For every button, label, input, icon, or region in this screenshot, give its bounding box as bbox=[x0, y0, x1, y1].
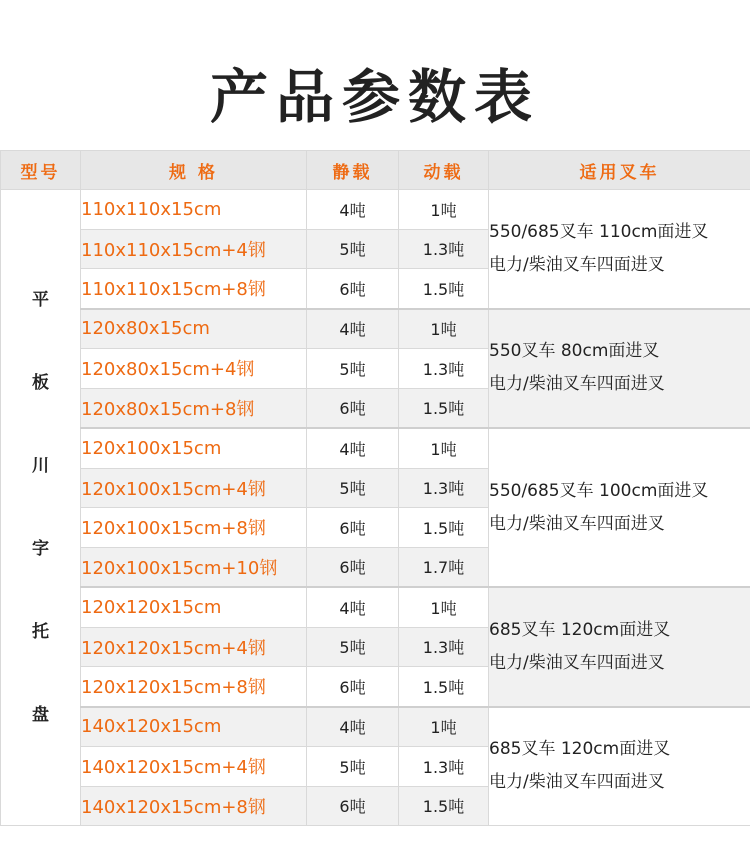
header-type: 型号 bbox=[1, 151, 81, 190]
dynamic-load-cell: 1吨 bbox=[399, 428, 489, 468]
static-load-cell: 5吨 bbox=[307, 229, 399, 269]
header-forklift: 适用叉车 bbox=[489, 151, 750, 190]
dynamic-load-cell: 1吨 bbox=[399, 190, 489, 230]
static-load-cell: 4吨 bbox=[307, 190, 399, 230]
static-load-cell: 5吨 bbox=[307, 349, 399, 389]
static-load-cell: 4吨 bbox=[307, 428, 399, 468]
header-dynamic-load: 动载 bbox=[399, 151, 489, 190]
table-row bbox=[1, 707, 750, 747]
dynamic-load-cell: 1.3吨 bbox=[399, 229, 489, 269]
spec-cell: 140x120x15cm+4钢 bbox=[81, 747, 307, 787]
dynamic-load-cell: 1.3吨 bbox=[399, 349, 489, 389]
spec-cell: 120x120x15cm+4钢 bbox=[81, 627, 307, 667]
dynamic-load-cell: 1.5吨 bbox=[399, 667, 489, 707]
dynamic-load-cell: 1吨 bbox=[399, 309, 489, 349]
spec-cell: 120x100x15cm+10钢 bbox=[81, 547, 307, 587]
static-load-cell: 4吨 bbox=[307, 587, 399, 627]
spec-cell: 140x120x15cm+8钢 bbox=[81, 786, 307, 826]
forklift-cell bbox=[489, 428, 750, 587]
dynamic-load-cell: 1.5吨 bbox=[399, 269, 489, 309]
dynamic-load-cell: 1吨 bbox=[399, 707, 489, 747]
forklift-line: 550/685叉车 100cm面进叉 bbox=[489, 480, 709, 501]
spec-cell: 120x80x15cm+4钢 bbox=[81, 349, 307, 389]
forklift-line: 电力/柴油叉车四面进叉 bbox=[489, 652, 665, 673]
static-load-cell: 6吨 bbox=[307, 667, 399, 707]
spec-cell: 120x100x15cm bbox=[81, 428, 307, 468]
dynamic-load-cell: 1.7吨 bbox=[399, 547, 489, 587]
forklift-line: 685叉车 120cm面进叉 bbox=[489, 739, 671, 760]
forklift-cell bbox=[489, 309, 750, 429]
static-load-cell: 4吨 bbox=[307, 309, 399, 349]
dynamic-load-cell: 1吨 bbox=[399, 587, 489, 627]
type-name-cell bbox=[1, 190, 81, 826]
dynamic-load-cell: 1.3吨 bbox=[399, 747, 489, 787]
spec-cell: 110x110x15cm+8钢 bbox=[81, 269, 307, 309]
dynamic-load-cell: 1.5吨 bbox=[399, 786, 489, 826]
forklift-cell bbox=[489, 707, 750, 826]
dynamic-load-cell: 1.3吨 bbox=[399, 627, 489, 667]
spec-cell: 120x120x15cm bbox=[81, 587, 307, 627]
spec-cell: 120x80x15cm+8钢 bbox=[81, 388, 307, 428]
forklift-line: 电力/柴油叉车四面进叉 bbox=[489, 772, 665, 793]
spec-cell: 120x120x15cm+8钢 bbox=[81, 667, 307, 707]
spec-cell: 120x80x15cm bbox=[81, 309, 307, 349]
forklift-line: 550叉车 80cm面进叉 bbox=[489, 341, 660, 362]
forklift-line: 电力/柴油叉车四面进叉 bbox=[489, 374, 665, 395]
header-spec: 规 格 bbox=[81, 151, 307, 190]
spec-cell: 120x100x15cm+8钢 bbox=[81, 508, 307, 548]
static-load-cell: 6吨 bbox=[307, 786, 399, 826]
table-row bbox=[1, 428, 750, 468]
type-name-char: 川 bbox=[32, 455, 49, 476]
table-row bbox=[1, 190, 750, 230]
table-row bbox=[1, 309, 750, 349]
spec-cell: 140x120x15cm bbox=[81, 707, 307, 747]
forklift-line: 685叉车 120cm面进叉 bbox=[489, 619, 671, 640]
dynamic-load-cell: 1.5吨 bbox=[399, 508, 489, 548]
static-load-cell: 5吨 bbox=[307, 627, 399, 667]
static-load-cell: 5吨 bbox=[307, 468, 399, 508]
type-name-char: 托 bbox=[32, 621, 49, 642]
forklift-cell bbox=[489, 190, 750, 309]
type-name-char: 平 bbox=[32, 289, 49, 310]
table-row bbox=[1, 587, 750, 627]
type-name-char: 板 bbox=[32, 372, 49, 393]
spec-cell: 110x110x15cm+4钢 bbox=[81, 229, 307, 269]
dynamic-load-cell: 1.3吨 bbox=[399, 468, 489, 508]
spec-table bbox=[0, 150, 750, 826]
dynamic-load-cell: 1.5吨 bbox=[399, 388, 489, 428]
static-load-cell: 6吨 bbox=[307, 547, 399, 587]
type-name-char: 字 bbox=[32, 538, 49, 559]
spec-cell: 110x110x15cm bbox=[81, 190, 307, 230]
page-title: 产品参数表 bbox=[209, 63, 540, 131]
forklift-cell bbox=[489, 587, 750, 707]
static-load-cell: 5吨 bbox=[307, 747, 399, 787]
spec-cell: 120x100x15cm+4钢 bbox=[81, 468, 307, 508]
static-load-cell: 4吨 bbox=[307, 707, 399, 747]
spec-table-body bbox=[1, 190, 750, 826]
static-load-cell: 6吨 bbox=[307, 388, 399, 428]
forklift-line: 电力/柴油叉车四面进叉 bbox=[489, 513, 665, 534]
static-load-cell: 6吨 bbox=[307, 269, 399, 309]
table-header-row bbox=[1, 151, 750, 190]
type-name-char: 盘 bbox=[32, 704, 49, 725]
forklift-line: 550/685叉车 110cm面进叉 bbox=[489, 221, 709, 242]
header-static-load: 静载 bbox=[307, 151, 399, 190]
static-load-cell: 6吨 bbox=[307, 508, 399, 548]
forklift-line: 电力/柴油叉车四面进叉 bbox=[489, 254, 665, 275]
